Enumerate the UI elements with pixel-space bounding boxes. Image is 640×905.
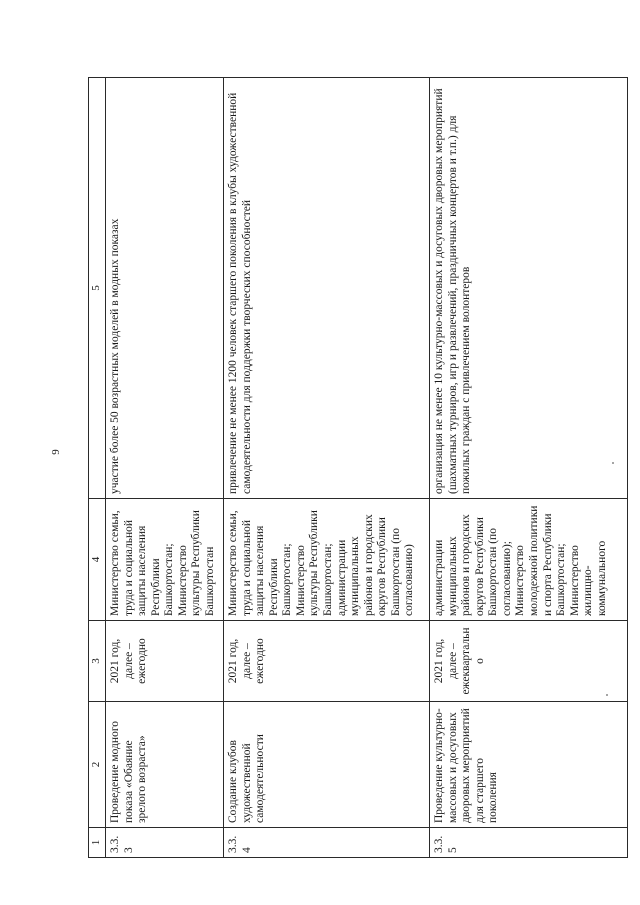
event-name: Проведение культурно-массовых и досуговых дворовых мероприятий для старшего поколения — [430, 702, 628, 828]
row-number: 3.3.4 — [224, 828, 430, 858]
event-name: Проведение модного показа «Обаяние зрелого возраста» — [106, 702, 224, 828]
scan-speck — [612, 462, 614, 464]
executors: Министерство семьи, труда и социальной защиты населения Республики Башкортостан; Министерство культуры Республики Башкортостан — [106, 499, 224, 621]
table-row — [430, 78, 628, 858]
expected-result: привлечение не менее 1200 человек старшего поколения в клубы художественной самодеятельности для поддержки творческих способностей — [224, 78, 430, 499]
page-number: 9 — [50, 449, 62, 455]
scan-speck — [606, 694, 608, 696]
expected-result: участие более 50 возрастных моделей в модных показах — [106, 78, 224, 499]
header-row — [89, 78, 106, 858]
term: 2021 год, далее – ежегодно — [106, 621, 224, 702]
row-number: 3.3.5 — [430, 828, 628, 858]
table-row — [224, 78, 430, 858]
table-row — [106, 78, 224, 858]
event-name: Создание клубов художественной самодеятельности — [224, 702, 430, 828]
column-header-1: 1 — [89, 828, 106, 858]
executors: Министерство семьи, труда и социальной защиты населения Республики Башкортостан; Министерство культуры Республики Башкортостан; администрации муниципальных районов и городских округов Республики Башкортостан (по согласованию) — [224, 499, 430, 621]
measures-table — [88, 77, 628, 858]
term: 2021 год, далее – ежегодно — [224, 621, 430, 702]
column-header-3: 3 — [89, 621, 106, 702]
column-header-5: 5 — [89, 78, 106, 499]
column-header-4: 4 — [89, 499, 106, 621]
executors: администрации муниципальных районов и городских округов Республики Башкортостан (по согласованию); Министерство молодежной политики и спорта Республики Башкортостан; Министерство жилищно-коммунального — [430, 499, 628, 621]
term: 2021 год, далее – ежеквартально — [430, 621, 628, 702]
column-header-2: 2 — [89, 702, 106, 828]
row-number: 3.3.3 — [106, 828, 224, 858]
rotated-table-wrapper — [88, 78, 628, 858]
expected-result: организация не менее 10 культурно-массовых и досуговых дворовых мероприятий (шахматных турниров, игр и развлечений, праздничных концертов и т.п.) для пожилых граждан с привлечением волонтеров — [430, 78, 628, 499]
